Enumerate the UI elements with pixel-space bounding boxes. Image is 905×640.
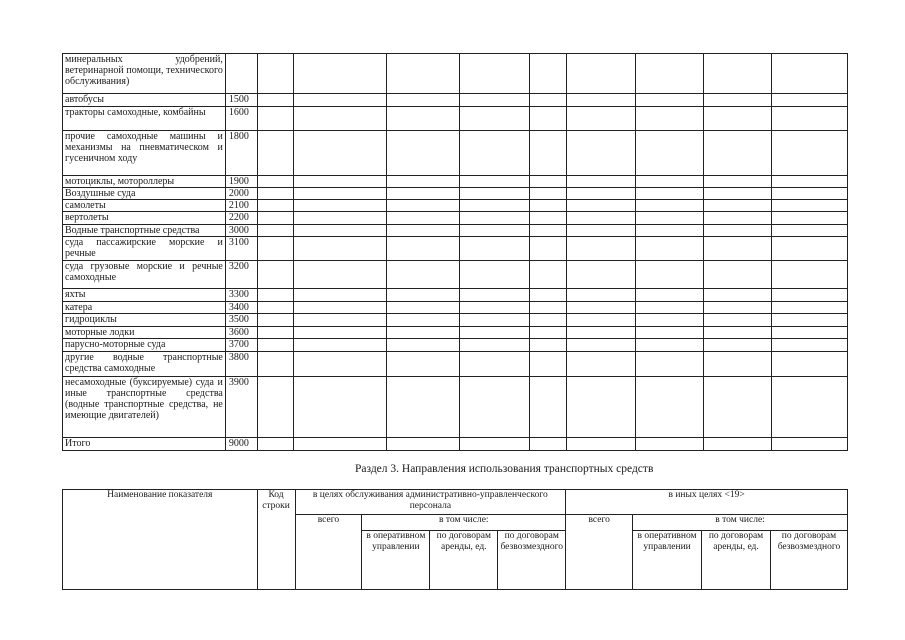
empty-cell	[530, 377, 567, 438]
empty-cell	[772, 237, 848, 261]
empty-cell	[704, 176, 772, 188]
empty-cell	[636, 188, 704, 200]
empty-cell	[293, 302, 386, 314]
row-code: 3900	[225, 377, 257, 438]
row-name: несамоходные (буксируемые) суда и иные транспортные средства (водные транспортные средства, не имеющие двигателей)	[63, 377, 226, 438]
empty-cell	[772, 314, 848, 327]
free-use-header: по договорам безвозмездного	[498, 531, 566, 590]
empty-cell	[386, 131, 459, 176]
empty-cell	[704, 261, 772, 289]
empty-cell	[459, 176, 530, 188]
operational-management-header: в оперативном управлении	[633, 531, 702, 590]
row-code	[225, 54, 257, 94]
table-row	[63, 352, 848, 377]
empty-cell	[636, 94, 704, 107]
row-code: 3500	[225, 314, 257, 327]
lease-header: по договорам аренды, ед.	[702, 531, 771, 590]
empty-cell	[530, 225, 567, 237]
empty-cell	[386, 176, 459, 188]
empty-cell	[636, 212, 704, 225]
row-code: 3000	[225, 225, 257, 237]
empty-cell	[257, 94, 293, 107]
total-header: всего	[566, 515, 633, 590]
lease-header: по договорам аренды, ед.	[430, 531, 498, 590]
empty-cell	[293, 54, 386, 94]
table-row	[63, 377, 848, 438]
table-row	[63, 289, 848, 302]
empty-cell	[257, 339, 293, 352]
row-name: самолеты	[63, 200, 226, 212]
empty-cell	[636, 54, 704, 94]
empty-cell	[293, 225, 386, 237]
row-code: 3300	[225, 289, 257, 302]
empty-cell	[257, 200, 293, 212]
empty-cell	[567, 302, 636, 314]
empty-cell	[293, 188, 386, 200]
empty-cell	[459, 225, 530, 237]
empty-cell	[772, 302, 848, 314]
empty-cell	[772, 94, 848, 107]
empty-cell	[567, 176, 636, 188]
row-name: прочие самоходные машины и механизмы на пневматическом и гусеничном ходу	[63, 131, 226, 176]
empty-cell	[772, 377, 848, 438]
empty-cell	[530, 188, 567, 200]
empty-cell	[293, 212, 386, 225]
empty-cell	[293, 94, 386, 107]
usage-directions-table	[62, 489, 848, 590]
empty-cell	[772, 438, 848, 451]
empty-cell	[257, 327, 293, 339]
empty-cell	[257, 438, 293, 451]
empty-cell	[567, 94, 636, 107]
row-name: суда грузовые морские и речные самоходные	[63, 261, 226, 289]
empty-cell	[257, 212, 293, 225]
empty-cell	[567, 339, 636, 352]
empty-cell	[459, 377, 530, 438]
table-row	[63, 176, 848, 188]
empty-cell	[772, 327, 848, 339]
empty-cell	[386, 377, 459, 438]
empty-cell	[386, 438, 459, 451]
table-row	[63, 302, 848, 314]
row-code: 3100	[225, 237, 257, 261]
empty-cell	[293, 327, 386, 339]
empty-cell	[567, 237, 636, 261]
empty-cell	[772, 54, 848, 94]
empty-cell	[772, 339, 848, 352]
row-code: 1500	[225, 94, 257, 107]
empty-cell	[257, 302, 293, 314]
table-row	[63, 225, 848, 237]
empty-cell	[530, 94, 567, 107]
empty-cell	[567, 212, 636, 225]
empty-cell	[386, 237, 459, 261]
empty-cell	[530, 314, 567, 327]
empty-cell	[459, 188, 530, 200]
empty-cell	[293, 377, 386, 438]
empty-cell	[293, 107, 386, 131]
empty-cell	[530, 212, 567, 225]
empty-cell	[257, 131, 293, 176]
row-name: яхты	[63, 289, 226, 302]
empty-cell	[257, 314, 293, 327]
table-row	[63, 188, 848, 200]
empty-cell	[567, 327, 636, 339]
empty-cell	[459, 327, 530, 339]
empty-cell	[530, 107, 567, 131]
empty-cell	[567, 377, 636, 438]
empty-cell	[636, 131, 704, 176]
empty-cell	[704, 54, 772, 94]
empty-cell	[704, 237, 772, 261]
empty-cell	[459, 237, 530, 261]
empty-cell	[459, 212, 530, 225]
empty-cell	[257, 176, 293, 188]
empty-cell	[704, 352, 772, 377]
empty-cell	[293, 352, 386, 377]
empty-cell	[567, 261, 636, 289]
empty-cell	[636, 377, 704, 438]
including-header: в том числе:	[362, 515, 566, 531]
empty-cell	[459, 352, 530, 377]
empty-cell	[293, 200, 386, 212]
empty-cell	[704, 339, 772, 352]
empty-cell	[530, 438, 567, 451]
row-name: автобусы	[63, 94, 226, 107]
table-row	[63, 261, 848, 289]
empty-cell	[257, 225, 293, 237]
empty-cell	[704, 212, 772, 225]
empty-cell	[567, 314, 636, 327]
row-name: мотоциклы, мотороллеры	[63, 176, 226, 188]
empty-cell	[636, 302, 704, 314]
table-row	[63, 438, 848, 451]
table-row	[63, 339, 848, 352]
empty-cell	[704, 314, 772, 327]
empty-cell	[257, 237, 293, 261]
empty-cell	[530, 176, 567, 188]
empty-cell	[567, 200, 636, 212]
table-row	[63, 237, 848, 261]
empty-cell	[772, 352, 848, 377]
empty-cell	[530, 327, 567, 339]
empty-cell	[636, 327, 704, 339]
empty-cell	[530, 200, 567, 212]
empty-cell	[386, 212, 459, 225]
empty-cell	[530, 289, 567, 302]
empty-cell	[772, 107, 848, 131]
row-code: 2100	[225, 200, 257, 212]
row-code: 1600	[225, 107, 257, 131]
empty-cell	[293, 237, 386, 261]
empty-cell	[772, 176, 848, 188]
row-name: гидроциклы	[63, 314, 226, 327]
empty-cell	[567, 352, 636, 377]
table-row	[63, 327, 848, 339]
empty-cell	[293, 289, 386, 302]
row-name: катера	[63, 302, 226, 314]
empty-cell	[386, 225, 459, 237]
other-purposes-header: в иных целях <19>	[566, 490, 848, 515]
indicator-name-header: Наименование показателя	[63, 490, 258, 590]
empty-cell	[257, 289, 293, 302]
row-code: 2200	[225, 212, 257, 225]
admin-purposes-header: в целях обслуживания административно-управленческого персонала	[295, 490, 566, 515]
empty-cell	[257, 352, 293, 377]
empty-cell	[636, 176, 704, 188]
row-code: 3400	[225, 302, 257, 314]
row-code: 3600	[225, 327, 257, 339]
empty-cell	[293, 261, 386, 289]
empty-cell	[567, 188, 636, 200]
row-code: 1900	[225, 176, 257, 188]
empty-cell	[772, 225, 848, 237]
empty-cell	[530, 339, 567, 352]
empty-cell	[386, 188, 459, 200]
empty-cell	[772, 188, 848, 200]
empty-cell	[293, 438, 386, 451]
table-row	[63, 131, 848, 176]
empty-cell	[772, 212, 848, 225]
table-row	[63, 314, 848, 327]
row-code: 2000	[225, 188, 257, 200]
table-row	[63, 107, 848, 131]
free-use-header: по договорам безвозмездного	[770, 531, 847, 590]
empty-cell	[386, 352, 459, 377]
empty-cell	[704, 377, 772, 438]
empty-cell	[704, 107, 772, 131]
row-name: Водные транспортные средства	[63, 225, 226, 237]
empty-cell	[636, 225, 704, 237]
row-code: 1800	[225, 131, 257, 176]
empty-cell	[636, 261, 704, 289]
empty-cell	[459, 94, 530, 107]
empty-cell	[386, 339, 459, 352]
row-name: суда пассажирские морские и речные	[63, 237, 226, 261]
empty-cell	[459, 289, 530, 302]
empty-cell	[567, 289, 636, 302]
empty-cell	[459, 131, 530, 176]
row-name: минеральных удобрений, ветеринарной помощи, технического обслуживания)	[63, 54, 226, 94]
empty-cell	[257, 54, 293, 94]
empty-cell	[636, 289, 704, 302]
empty-cell	[567, 107, 636, 131]
empty-cell	[257, 188, 293, 200]
empty-cell	[636, 200, 704, 212]
empty-cell	[530, 131, 567, 176]
empty-cell	[257, 107, 293, 131]
empty-cell	[772, 289, 848, 302]
row-code-header: Код строки	[257, 490, 295, 590]
empty-cell	[459, 339, 530, 352]
operational-management-header: в оперативном управлении	[362, 531, 430, 590]
empty-cell	[636, 438, 704, 451]
row-name: другие водные транспортные средства самоходные	[63, 352, 226, 377]
empty-cell	[293, 176, 386, 188]
empty-cell	[530, 54, 567, 94]
empty-cell	[386, 200, 459, 212]
empty-cell	[293, 314, 386, 327]
empty-cell	[386, 94, 459, 107]
empty-cell	[636, 314, 704, 327]
empty-cell	[459, 261, 530, 289]
empty-cell	[704, 289, 772, 302]
section-3-title: Раздел 3. Направления использования транспортных средств	[355, 463, 654, 475]
empty-cell	[530, 352, 567, 377]
empty-cell	[530, 302, 567, 314]
row-name: Воздушные суда	[63, 188, 226, 200]
header-row-1	[63, 490, 848, 515]
empty-cell	[704, 438, 772, 451]
empty-cell	[636, 339, 704, 352]
empty-cell	[459, 107, 530, 131]
empty-cell	[704, 188, 772, 200]
empty-cell	[636, 352, 704, 377]
empty-cell	[459, 200, 530, 212]
empty-cell	[459, 314, 530, 327]
empty-cell	[567, 54, 636, 94]
total-header: всего	[295, 515, 362, 590]
empty-cell	[459, 438, 530, 451]
empty-cell	[704, 302, 772, 314]
row-code: 9000	[225, 438, 257, 451]
empty-cell	[704, 94, 772, 107]
row-name: моторные лодки	[63, 327, 226, 339]
table-row	[63, 212, 848, 225]
vehicles-table	[62, 53, 848, 451]
empty-cell	[772, 131, 848, 176]
empty-cell	[636, 107, 704, 131]
row-name: тракторы самоходные, комбайны	[63, 107, 226, 131]
empty-cell	[772, 200, 848, 212]
table-row	[63, 94, 848, 107]
row-code: 3700	[225, 339, 257, 352]
empty-cell	[530, 261, 567, 289]
empty-cell	[459, 54, 530, 94]
empty-cell	[257, 261, 293, 289]
including-header: в том числе:	[633, 515, 848, 531]
empty-cell	[293, 339, 386, 352]
table-row	[63, 200, 848, 212]
row-name: парусно-моторные суда	[63, 339, 226, 352]
empty-cell	[704, 131, 772, 176]
row-name: Итого	[63, 438, 226, 451]
empty-cell	[772, 261, 848, 289]
empty-cell	[386, 314, 459, 327]
row-code: 3200	[225, 261, 257, 289]
empty-cell	[567, 225, 636, 237]
row-code: 3800	[225, 352, 257, 377]
empty-cell	[704, 225, 772, 237]
empty-cell	[386, 54, 459, 94]
empty-cell	[386, 327, 459, 339]
empty-cell	[704, 327, 772, 339]
empty-cell	[293, 131, 386, 176]
empty-cell	[567, 131, 636, 176]
row-name: вертолеты	[63, 212, 226, 225]
empty-cell	[257, 377, 293, 438]
empty-cell	[386, 302, 459, 314]
empty-cell	[530, 237, 567, 261]
table-row	[63, 54, 848, 94]
empty-cell	[636, 237, 704, 261]
empty-cell	[567, 438, 636, 451]
empty-cell	[704, 200, 772, 212]
empty-cell	[459, 302, 530, 314]
empty-cell	[386, 107, 459, 131]
empty-cell	[386, 261, 459, 289]
empty-cell	[386, 289, 459, 302]
